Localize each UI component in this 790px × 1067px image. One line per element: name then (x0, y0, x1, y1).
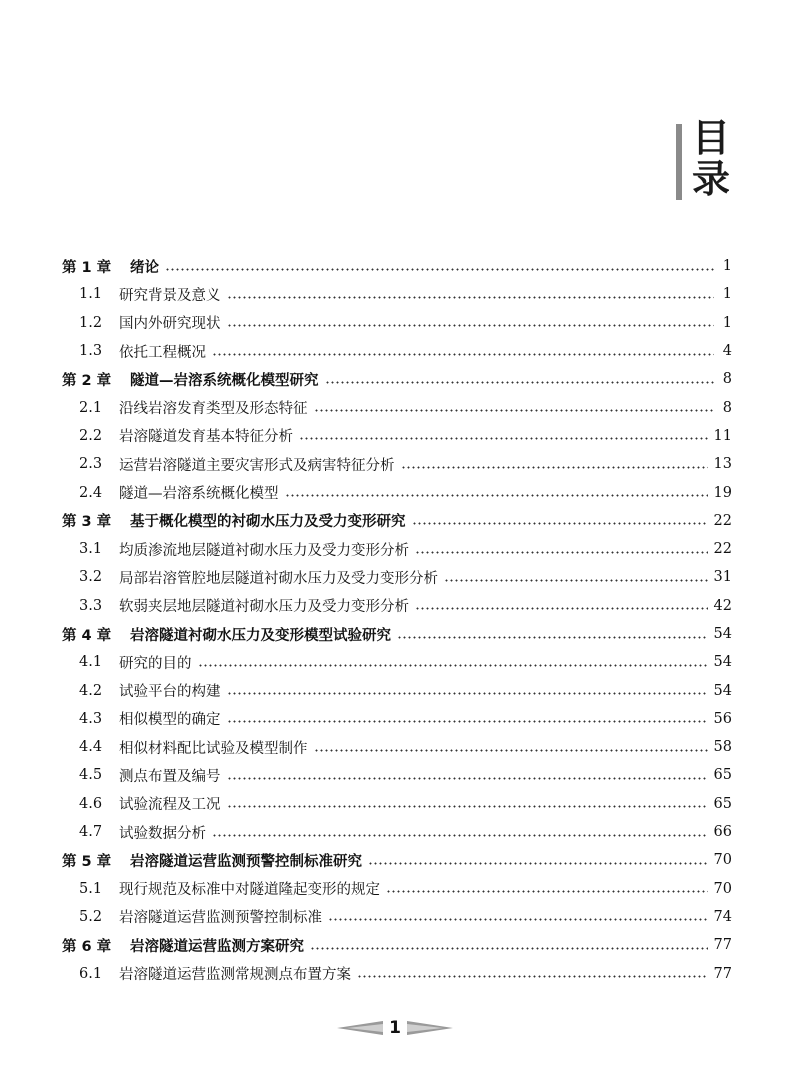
entry-title: 绪论 (130, 259, 159, 276)
entry-number: 4.7 (79, 824, 103, 841)
entry-title: 岩溶隧道运营监测预警控制标准研究 (130, 853, 362, 870)
toc-section-entry[interactable] (62, 705, 732, 733)
entry-title: 岩溶隧道运营监测常规测点布置方案 (119, 967, 351, 984)
left-arrow-ornament-icon (337, 1021, 383, 1035)
entry-number: 4.6 (79, 795, 103, 812)
toc-section-entry[interactable] (62, 592, 732, 620)
entry-title: 研究的目的 (119, 655, 192, 672)
table-of-contents (62, 252, 732, 988)
dot-leader (314, 409, 715, 412)
entry-page-number: 19 (713, 484, 732, 501)
entry-number: 4.1 (79, 654, 103, 671)
entry-number: 第 4 章 (62, 627, 112, 644)
dot-leader (227, 324, 715, 327)
entry-page-number: 22 (713, 512, 732, 529)
toc-section-entry[interactable] (62, 422, 732, 450)
toc-chapter-entry[interactable] (62, 252, 732, 280)
entry-page-number: 65 (713, 795, 732, 812)
entry-page-number: 70 (713, 880, 732, 897)
page-number: 1 (389, 1018, 401, 1038)
toc-section-entry[interactable] (62, 563, 732, 591)
entry-number: 6.1 (79, 965, 103, 982)
toc-section-entry[interactable] (62, 818, 732, 846)
entry-title: 运营岩溶隧道主要灾害形式及病害特征分析 (119, 457, 395, 474)
entry-number: 5.2 (79, 908, 103, 925)
entry-page-number: 8 (722, 371, 732, 388)
dot-leader (325, 381, 715, 384)
dot-leader (299, 437, 708, 440)
entry-page-number: 56 (713, 710, 732, 727)
entry-number: 1.2 (79, 314, 103, 331)
page-footer (0, 1018, 790, 1038)
entry-title: 现行规范及标准中对隧道隆起变形的规定 (119, 882, 380, 899)
entry-title: 隧道—岩溶系统概化模型研究 (130, 372, 319, 389)
toc-chapter-entry[interactable] (62, 507, 732, 535)
toc-chapter-entry[interactable] (62, 620, 732, 648)
entry-number: 4.4 (79, 739, 103, 756)
entry-title: 国内外研究现状 (119, 316, 221, 333)
dot-leader (412, 522, 708, 525)
dot-leader (212, 353, 714, 356)
entry-number: 第 2 章 (62, 372, 112, 389)
dot-leader (227, 805, 708, 808)
entry-page-number: 4 (722, 343, 732, 360)
entry-title: 试验流程及工况 (119, 797, 221, 814)
entry-page-number: 8 (722, 399, 732, 416)
entry-title: 相似模型的确定 (119, 712, 221, 729)
toc-section-entry[interactable] (62, 450, 732, 478)
entry-title: 基于概化模型的衬砌水压力及受力变形研究 (130, 514, 406, 531)
entry-page-number: 65 (713, 767, 732, 784)
entry-number: 2.1 (79, 399, 103, 416)
entry-title: 岩溶隧道衬砌水压力及变形模型试验研究 (130, 627, 391, 644)
entry-page-number: 1 (722, 258, 732, 275)
heading-accent-bar (676, 124, 682, 200)
entry-title: 岩溶隧道运营监测方案研究 (130, 938, 304, 955)
entry-title: 局部岩溶管腔地层隧道衬砌水压力及受力变形分析 (119, 570, 438, 587)
entry-page-number: 1 (722, 314, 732, 331)
toc-section-entry[interactable] (62, 903, 732, 931)
entry-title: 隧道—岩溶系统概化模型 (119, 486, 279, 503)
toc-section-entry[interactable] (62, 337, 732, 365)
entry-number: 4.2 (79, 682, 103, 699)
toc-section-entry[interactable] (62, 761, 732, 789)
dot-leader (198, 664, 708, 667)
dot-leader (415, 551, 708, 554)
dot-leader (310, 947, 708, 950)
toc-section-entry[interactable] (62, 875, 732, 903)
entry-page-number: 11 (713, 427, 732, 444)
toc-chapter-entry[interactable] (62, 931, 732, 959)
dot-leader (368, 862, 708, 865)
entry-number: 4.3 (79, 710, 103, 727)
entry-page-number: 54 (713, 654, 732, 671)
dot-leader (227, 777, 708, 780)
dot-leader (165, 268, 714, 271)
dot-leader (227, 692, 708, 695)
dot-leader (401, 466, 708, 469)
right-arrow-ornament-icon (407, 1021, 453, 1035)
entry-page-number: 54 (713, 626, 732, 642)
entry-page-number: 13 (713, 456, 732, 473)
toc-heading (676, 116, 736, 204)
entry-title: 相似材料配比试验及模型制作 (119, 740, 308, 757)
toc-section-entry[interactable] (62, 733, 732, 761)
toc-section-entry[interactable] (62, 676, 732, 704)
entry-number: 3.1 (79, 541, 103, 558)
entry-number: 3.3 (79, 597, 103, 614)
dot-leader (357, 975, 708, 978)
entry-number: 第 6 章 (62, 938, 112, 955)
dot-leader (314, 749, 708, 752)
entry-title: 软弱夹层地层隧道衬砌水压力及受力变形分析 (119, 599, 409, 616)
entry-page-number: 66 (713, 824, 732, 841)
entry-number: 1.1 (79, 286, 103, 303)
entry-page-number: 77 (713, 937, 732, 954)
dot-leader (227, 296, 715, 299)
entry-page-number: 42 (713, 597, 732, 614)
entry-page-number: 58 (713, 739, 732, 756)
toc-section-entry[interactable] (62, 393, 732, 421)
toc-chapter-entry[interactable] (62, 365, 732, 393)
dot-leader (328, 918, 708, 921)
entry-page-number: 31 (713, 569, 732, 586)
dot-leader (212, 834, 708, 837)
entry-number: 3.2 (79, 569, 103, 586)
entry-page-number: 70 (713, 852, 732, 869)
entry-title: 沿线岩溶发育类型及形态特征 (119, 401, 308, 418)
entry-title: 依托工程概况 (119, 344, 206, 361)
entry-title: 岩溶隧道发育基本特征分析 (119, 429, 293, 446)
entry-title: 试验数据分析 (119, 825, 206, 842)
entry-page-number: 54 (713, 682, 732, 699)
dot-leader (397, 636, 708, 639)
dot-leader (415, 607, 708, 610)
toc-section-entry[interactable] (62, 790, 732, 818)
toc-section-entry[interactable] (62, 648, 732, 676)
toc-section-entry[interactable] (62, 478, 732, 506)
dot-leader (227, 720, 708, 723)
entry-page-number: 1 (722, 286, 732, 303)
entry-number: 5.1 (79, 880, 103, 897)
entry-number: 2.4 (79, 484, 103, 501)
dot-leader (386, 890, 708, 893)
entry-title: 岩溶隧道运营监测预警控制标准 (119, 910, 322, 927)
entry-page-number: 74 (713, 908, 732, 925)
entry-page-number: 22 (713, 541, 732, 558)
entry-number: 2.3 (79, 456, 103, 473)
entry-number: 第 5 章 (62, 853, 112, 870)
entry-number: 第 3 章 (62, 514, 112, 531)
page-title: 目录 (692, 116, 731, 201)
entry-number: 1.3 (79, 343, 103, 360)
entry-number: 第 1 章 (62, 259, 112, 276)
entry-title: 研究背景及意义 (119, 287, 221, 304)
entry-number: 4.5 (79, 767, 103, 784)
toc-section-entry[interactable] (62, 280, 732, 308)
entry-title: 测点布置及编号 (119, 768, 221, 785)
toc-section-entry[interactable] (62, 309, 732, 337)
entry-title: 试验平台的构建 (119, 684, 221, 701)
dot-leader (285, 494, 708, 497)
entry-title: 均质渗流地层隧道衬砌水压力及受力变形分析 (119, 542, 409, 559)
dot-leader (444, 579, 708, 582)
entry-page-number: 77 (713, 965, 732, 982)
entry-number: 2.2 (79, 427, 103, 444)
toc-section-entry[interactable] (62, 959, 732, 987)
toc-section-entry[interactable] (62, 535, 732, 563)
toc-chapter-entry[interactable] (62, 846, 732, 874)
